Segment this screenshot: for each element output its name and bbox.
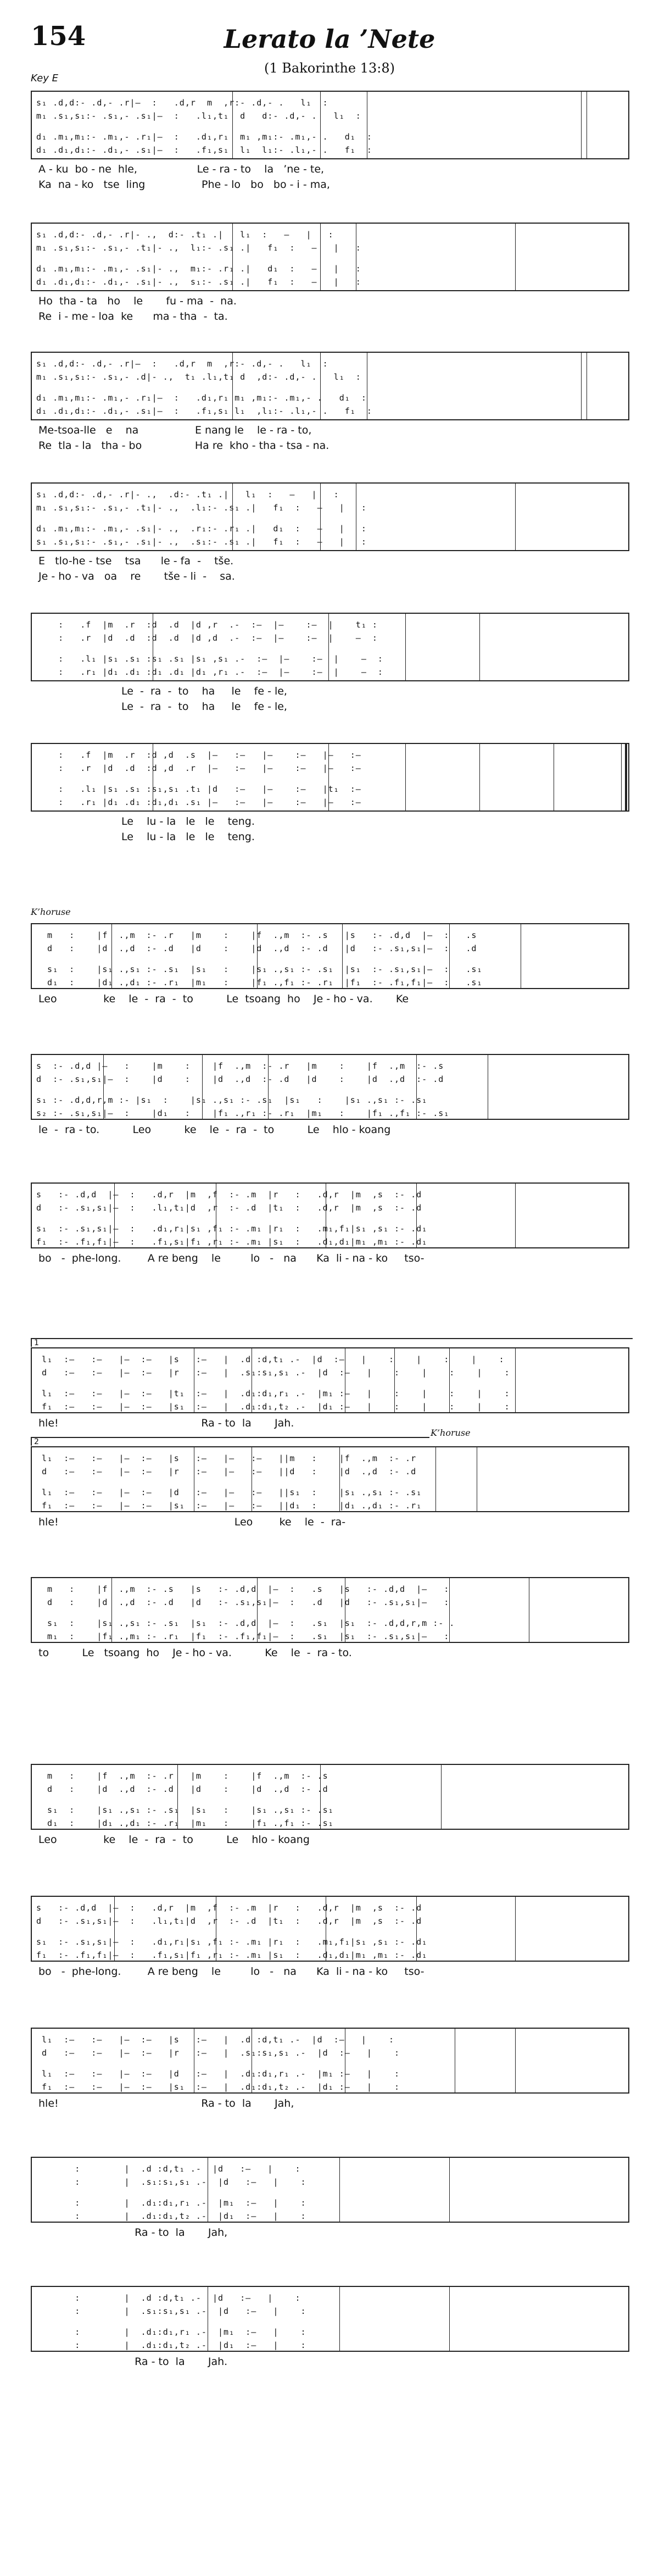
volta-bracket: 1	[31, 1338, 633, 1347]
score-system	[31, 1054, 629, 1120]
chorus-label-2: K’horuse	[431, 1428, 471, 1438]
staff-line: f₁ :— :— |— :— |s₁ :— | .d₁:d₁,t₂ .- |d₁ :— | : | : | :	[36, 1402, 510, 1412]
lyric-line: le - ra - to. Leo ke le - ra - to Le hlo - koang	[38, 1124, 391, 1136]
hymn-number: 154	[31, 21, 86, 52]
barline	[177, 1765, 178, 1829]
lyric-line: Le - ra - to ha le fe - le,	[38, 701, 287, 713]
barline	[202, 1055, 203, 1119]
barline	[339, 1447, 340, 1511]
lyric-line: bo - phe-long. A re beng le lo - na Ka li - na - ko tso-	[38, 1966, 425, 1978]
staff-line: s :- .d,d |— : .d,r |m ,f :- .m |r : .d,r |m ,s :- .d	[36, 1190, 422, 1200]
lyric-line: Je - ho - va oa re tše - li - sa.	[38, 570, 235, 582]
score-system	[31, 352, 629, 420]
staff-line: s₁ .d,d:- .d,- .r|- ., .d:- .t₁ .| l₁ : — | :	[36, 490, 339, 499]
staff-line: d :— :— |— :— |r :— | .s₁:s₁,s₁ .- |d :— | : | : | :	[36, 1368, 510, 1378]
lyric-line: Le lu - la le le teng.	[38, 815, 255, 828]
score-system	[31, 223, 629, 291]
barline	[515, 1897, 516, 1961]
staff-line: l₁ :— :— |— :— |d :— |— :— ||s₁ : |s₁ .,s₁ :- .s₁	[36, 1487, 422, 1497]
barline	[257, 1578, 258, 1642]
staff-line: s :- .d,d |— : |m : |f .,m :- .r |m : |f .,m :- .s	[36, 1061, 444, 1071]
barline	[581, 92, 582, 158]
staff-line: : | .d :d,t₁ .- |d :— | :	[36, 2164, 301, 2174]
barline	[449, 2287, 450, 2351]
barline	[449, 924, 450, 988]
staff-line: s₁ :- .s₁,s₁|— : .d₁,r₁|s₁ ,f₁ :- .m₁ |r₁ : .m₁,f₁|s₁ ,s₁ :- .d₁	[36, 1224, 428, 1234]
score-system	[31, 2286, 629, 2352]
lyric-line: Ra - to la Jah.	[38, 2356, 228, 2368]
score-system	[31, 2028, 629, 2094]
barline	[103, 1055, 104, 1119]
staff-line: d :- .s₁,s₁|— : .l₁,t₁|d ,r :- .d |t₁ : .d,r |m ,s :- .d	[36, 1203, 422, 1213]
lyric-line: Re tla - la tha - bo Ha re kho - tha - tsa - na.	[38, 440, 330, 452]
barline	[114, 1184, 115, 1247]
lyric-line: hle! Ra - to la Jah,	[38, 2097, 294, 2109]
barline	[111, 1578, 112, 1642]
lyric-line: to Le tsoang ho Je - ho - va. Ke le - ra - to.	[38, 1647, 352, 1659]
lyric-line: hle! Leo ke le - ra-	[38, 1516, 346, 1528]
staff-line: : .l₁ |s₁ .s₁ :s₁,s₁ .t₁ |d :— |— :— |t₁ :—	[36, 784, 361, 794]
barline	[515, 224, 516, 290]
score-system	[31, 1764, 629, 1830]
staff-line: : | .d :d,t₁ .- |d :— | :	[36, 2293, 301, 2303]
staff-line: d₁ .d₁,d₁:- .d₁,- .s₁|— : .f₁,s₁ l₁ l₁:- .l₁,- . f₁ :	[36, 145, 372, 155]
barline	[515, 484, 516, 550]
staff-line: f₁ :- .f₁,f₁|— : .f₁,s₁|f₁ ,r₁ :- .m₁ |s₁ : .d₁,d₁|m₁ ,m₁ :- .d₁	[36, 1237, 428, 1247]
staff-line: s₁ :- .d,d,r,m :- |s₁ : |s₁ .,s₁ :- .s₁ |s₁ : |s₁ .,s₁ :- .s₁	[36, 1095, 428, 1105]
barline	[111, 924, 112, 988]
staff-line: d₁ : |d₁ .,d₁ :- .r₁ |m₁ : |f₁ .,f₁ :- .r₁ |f₁ :- .f₁,f₁|— : .s₁	[36, 978, 483, 987]
staff-line: s₁ .s₁,s₁:- .s₁,- .s₁|- ., .s₁:- .s₁ .| f₁ : — | :	[36, 537, 367, 547]
barline	[339, 2158, 340, 2222]
staff-line: : .r |d .d :d .d |d ,d .- :— |— :— | — :	[36, 633, 378, 643]
staff-line: f₁ :— :— |— :— |s₁ :— |— :— ||d₁ : |d₁ .,d₁ :- .r₁	[36, 1501, 422, 1511]
barline	[449, 1348, 450, 1412]
chorus-label: K’horuse	[31, 907, 71, 917]
barline	[405, 614, 406, 680]
final-barline	[621, 744, 627, 810]
staff-line: d₁ .d₁,d₁:- .d₁,- .s₁|— : .f₁,s₁ l₁ ,l₁:- .l₁,- . f₁ :	[36, 406, 372, 416]
staff-line: m₁ .s₁,s₁:- .s₁,- .t₁|- ., .l₁:- .s₁ .| f₁ : — | :	[36, 503, 367, 513]
hymn-subtitle: (1 Bakorinthe 13:8)	[264, 60, 395, 76]
barline	[435, 1447, 436, 1511]
barline	[232, 92, 233, 158]
staff-line: s₁ : |s₁ .,s₁ :- .s₁ |s₁ :- .d,d |— : .s₁ |s₁ :- .d,d,r,m :- .	[36, 1618, 455, 1628]
barline	[515, 1184, 516, 1247]
staff-line: m : |f .,m :- .r |m : |f .,m :- .s	[36, 1771, 328, 1781]
barline	[416, 1055, 417, 1119]
barline	[479, 744, 480, 810]
lyric-line: Me-tsoa-lle e na E nang le le - ra - to,	[38, 424, 312, 436]
staff-line: : .r₁ |d₁ .d₁ :d₁,d₁ .s₁ |— :— |— :— |— :—	[36, 797, 361, 807]
staff-line: m : |f .,m :- .s |s :- .d,d |— : .s |s :- .d,d |— :	[36, 1584, 450, 1594]
barline	[232, 224, 233, 290]
staff-line: m₁ .s₁,s₁:- .s₁,- .d|- ., t₁ .l₁,t₁ d ,d:- .d,- . l₁ :	[36, 372, 361, 382]
staff-line: l₁ :— :— |— :— |s :— | .d :d,t₁ .- |d :— | : | : | :	[36, 1354, 505, 1364]
staff-line: s :- .d,d |— : .d,r |m ,f :- .m |r : .d,r |m ,s :- .d	[36, 1903, 422, 1913]
key-signature: Key E	[31, 73, 58, 84]
barline	[515, 1348, 516, 1412]
staff-line: m₁ .s₁,s₁:- .s₁,- .t₁|- ., l₁:- .s₁ .| f₁ : — | :	[36, 243, 361, 253]
barline	[257, 924, 258, 988]
staff-line: d : |d .,d :- .d |d : |d .,d :- .d	[36, 1784, 328, 1794]
staff-line: s₁ :- .s₁,s₁|— : .d₁,r₁|s₁ ,f₁ :- .m₁ |r₁ : .m₁,f₁|s₁ ,s₁ :- .d₁	[36, 1937, 428, 1947]
staff-line: d₁ .m₁,m₁:- .m₁,- .r₁|— : .d₁,r₁ m₁ ,m₁:- .m₁,- . d₁ :	[36, 393, 367, 403]
score-system	[31, 1896, 629, 1962]
score-system	[31, 2157, 629, 2223]
barline	[405, 744, 406, 810]
lyric-line: Re i - me - loa ke ma - tha - ta.	[38, 310, 228, 323]
staff-line: m : |f .,m :- .r |m : |f .,m :- .s |s :- .d,d |— : .s	[36, 930, 477, 940]
barline	[320, 92, 321, 158]
staff-line: d :- .s₁,s₁|— : .l₁,t₁|d ,r :- .d |t₁ : .d,r |m ,s :- .d	[36, 1916, 422, 1926]
staff-line: d : |d .,d :- .d |d :- .s₁,s₁|— : .d |d :- .s₁,s₁|— :	[36, 1597, 450, 1607]
barline	[394, 1348, 395, 1412]
barline	[581, 353, 582, 419]
staff-line: : | .s₁:s₁,s₁ .- |d :— | :	[36, 2306, 306, 2316]
lyric-line: A - ku bo - ne hle, Le - ra - to la ’ne - te,	[38, 163, 325, 175]
lyric-line: Leo ke le - ra - to Le tsoang ho Je - ho - va. Ke	[38, 993, 409, 1005]
staff-line: : | .s₁:s₁,s₁ .- |d :— | :	[36, 2177, 306, 2187]
score-system	[31, 743, 629, 812]
volta-bracket: 2	[31, 1437, 429, 1446]
staff-line: l₁ :— :— |— :— |s :— | .d :d,t₁ .- |d :— | :	[36, 2035, 394, 2045]
lyric-line: Ka na - ko tse ling Phe - lo bo bo - i - ma,	[38, 179, 330, 191]
staff-line: : | .d₁:d₁,t₂ .- |d₁ :— | :	[36, 2340, 306, 2350]
staff-line: m₁ : |f₁ .,m₁ :- .r₁ |f₁ :- .f₁,f₁|— : .s₁ |s₁ :- .s₁,s₁|— :	[36, 1631, 450, 1641]
staff-line: d₁ .d₁,d₁:- .d₁,- .s₁|- ., s₁:- .s₁ .| f₁ : — | :	[36, 277, 361, 287]
staff-line: d₁ .m₁,m₁:- .m₁,- .r₁|— : .d₁,r₁ m₁ ,m₁:- .m₁,- . d₁ :	[36, 132, 372, 142]
staff-line: s₁ .d,d:- .d,- .r|— : .d,r m ,r:- .d,- . l₁ :	[36, 359, 328, 369]
staff-line: f₁ :— :— |— :— |s₁ :— | .d₁:d₁,t₂ .- |d₁ :— | :	[36, 2082, 400, 2092]
barline	[328, 614, 329, 680]
barline	[320, 484, 321, 550]
lyric-line: Le - ra - to ha le fe - le,	[38, 685, 287, 697]
staff-line: s₁ : |s₁ .,s₁ :- .s₁ |s₁ : |s₁ .,s₁ :- .s₁ |s₁ :- .s₁,s₁|— : .s₁	[36, 964, 483, 974]
barline	[268, 1055, 269, 1119]
staff-line: m₁ .s₁,s₁:- .s₁,- .s₁|— : .l₁,t₁ d d:- .d,- . l₁ :	[36, 111, 361, 121]
staff-line: l₁ :— :— |— :— |d :— | .d₁:d₁,r₁ .- |m₁ :— | :	[36, 2069, 400, 2079]
lyric-line: Le lu - la le le teng.	[38, 831, 255, 843]
barline	[320, 1765, 321, 1829]
score-system	[31, 1347, 629, 1413]
score-system	[31, 923, 629, 989]
staff-line: d₁ : |d₁ .,d₁ :- .r₁ |m₁ : |f₁ .,f₁ :- .s₁	[36, 1818, 334, 1828]
lyric-line: bo - phe-long. A re beng le lo - na Ka li - na - ko tso-	[38, 1252, 425, 1264]
lyric-line: Leo ke le - ra - to Le hlo - koang	[38, 1834, 310, 1846]
staff-line: d :— :— |— :— |r :— |— :— ||d : |d .,d :- .d	[36, 1467, 417, 1476]
barline	[339, 2287, 340, 2351]
barline	[416, 1897, 417, 1961]
lyric-line: E tlo-he - tse tsa le - fa - tše.	[38, 555, 234, 567]
lyric-line: hle! Ra - to la Jah.	[38, 1417, 294, 1429]
staff-line: : | .d₁:d₁,r₁ .- |m₁ :— | :	[36, 2198, 306, 2208]
staff-line: : .f |m .r :d ,d .s |— :— |— :— |— :—	[36, 750, 361, 760]
barline	[441, 1765, 442, 1829]
staff-line: l₁ :— :— |— :— |t₁ :— | .d₁:d₁,r₁ .- |m₁ :— | : | : | :	[36, 1389, 510, 1398]
score-system	[31, 1577, 629, 1643]
staff-line: : | .d₁:d₁,t₂ .- |d₁ :— | :	[36, 2211, 306, 2221]
score-system	[31, 1446, 629, 1512]
barline	[479, 614, 480, 680]
staff-line: s₁ .d,d:- .d,- .r|- ., d:- .t₁ .| l₁ : — | :	[36, 230, 334, 240]
score-system	[31, 613, 629, 681]
staff-line: d₁ .m₁,m₁:- .m₁,- .s₁|- ., .r₁:- .r₁ .| d₁ : — | :	[36, 524, 367, 534]
score-system	[31, 1182, 629, 1248]
barline	[416, 1184, 417, 1247]
staff-line: s₂ :- .s₁,s₁|— : |d₁ : |f₁ .,r₁ :- .r₁ |m₁ : |f₁ .,f₁ :- .s₁	[36, 1108, 450, 1118]
staff-line: s₁ .d,d:- .d,- .r|— : .d,r m ,r:- .d,- . l₁ :	[36, 98, 328, 108]
barline	[320, 224, 321, 290]
staff-line: : .f |m .r :d .d |d ,r .- :— |— :— | t₁ :	[36, 620, 378, 630]
barline	[320, 353, 321, 419]
lyric-line: Ho tha - ta ho le fu - ma - na.	[38, 295, 237, 307]
lyric-line: Ra - to la Jah,	[38, 2227, 228, 2239]
barline	[232, 484, 233, 550]
barline	[328, 744, 329, 810]
score-system	[31, 91, 629, 159]
barline	[114, 1897, 115, 1961]
staff-line: d : |d .,d :- .d |d : |d .,d :- .d |d :- .s₁,s₁|— : .d	[36, 943, 477, 953]
staff-line: s₁ : |s₁ .,s₁ :- .s₁ |s₁ : |s₁ .,s₁ :- .s₁	[36, 1805, 334, 1815]
barline	[449, 1578, 450, 1642]
score-system	[31, 482, 629, 551]
staff-line: : | .d₁:d₁,r₁ .- |m₁ :— | :	[36, 2327, 306, 2337]
barline	[449, 2158, 450, 2222]
staff-line: : .r₁ |d₁ .d₁ :d₁ .d₁ |d₁ ,r₁ .- :— |— :— | — :	[36, 667, 383, 677]
staff-line: : .l₁ |s₁ .s₁ :s₁ .s₁ |s₁ ,s₁ .- :— |— :— | — :	[36, 654, 383, 664]
staff-line: d :— :— |— :— |r :— | .s₁:s₁,s₁ .- |d :— | :	[36, 2048, 400, 2058]
staff-line: d :- .s₁,s₁|— : |d : |d .,d :- .d |d : |d .,d :- .d	[36, 1074, 444, 1084]
staff-line: l₁ :— :— |— :— |s :— |— :— ||m : |f .,m :- .r	[36, 1453, 417, 1463]
staff-line: f₁ :- .f₁,f₁|— : .f₁,s₁|f₁ ,r₁ :- .m₁ |s₁ : .d₁,d₁|m₁ ,m₁ :- .d₁	[36, 1950, 428, 1960]
hymn-title: Lerato la ’Nete	[224, 24, 435, 54]
barline	[342, 924, 343, 988]
staff-line: : .r |d .d :d ,d .r |— :— |— :— |— :—	[36, 763, 361, 773]
barline	[232, 353, 233, 419]
barline	[515, 2029, 516, 2092]
staff-line: d₁ .m₁,m₁:- .m₁,- .s₁|- ., m₁:- .r₁ .| d₁ : — | :	[36, 264, 361, 274]
